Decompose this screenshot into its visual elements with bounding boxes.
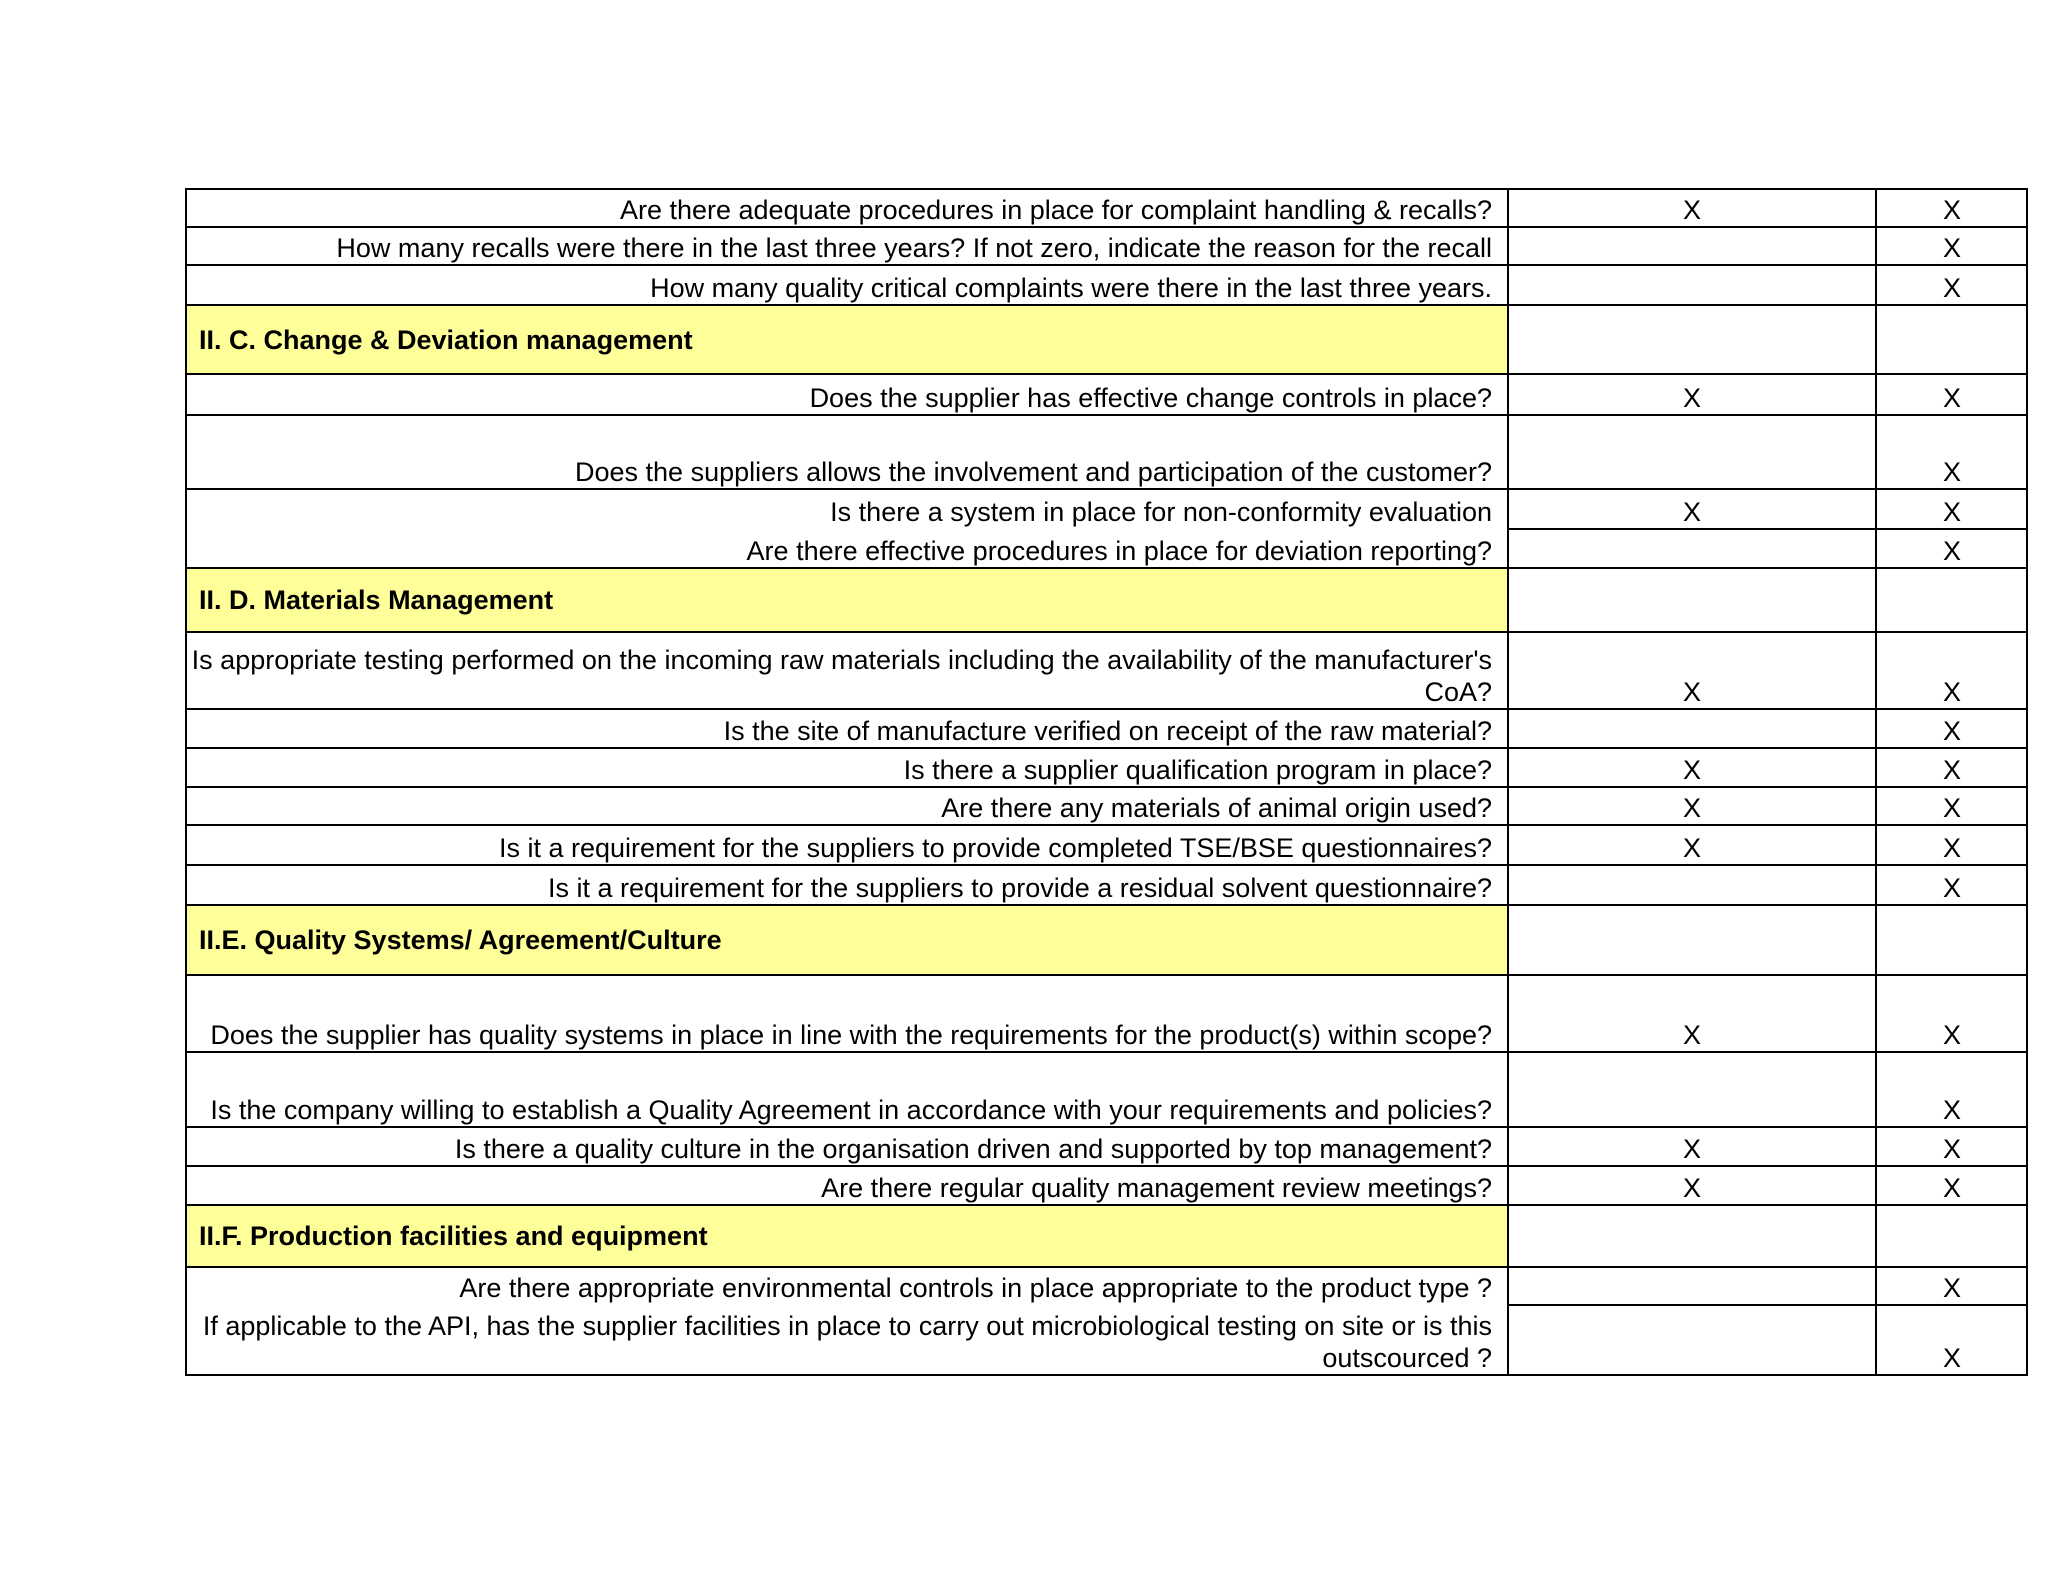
grid-line-horizontal bbox=[1508, 1165, 2028, 1167]
grid-line-horizontal bbox=[185, 488, 1508, 490]
table-row bbox=[185, 188, 2028, 227]
grid-line-horizontal bbox=[185, 1204, 1508, 1206]
grid-line-horizontal bbox=[185, 708, 1508, 710]
checklist-table bbox=[185, 188, 2028, 1375]
grid-line-horizontal bbox=[1508, 528, 2028, 530]
grid-line-horizontal bbox=[1508, 567, 2028, 569]
question-text: Is there a quality culture in the organisation driven and supported by top management? bbox=[454, 1134, 1492, 1164]
grid-line-horizontal bbox=[185, 824, 1508, 826]
section-heading: II.E. Quality Systems/ Agreement/Culture bbox=[185, 905, 1508, 975]
table-row bbox=[185, 529, 2028, 568]
question-text: Are there effective procedures in place for deviation reporting? bbox=[746, 536, 1492, 566]
grid-line-vertical bbox=[185, 188, 187, 1375]
table-row bbox=[185, 748, 2028, 787]
section-heading: II.F. Production facilities and equipment bbox=[185, 1205, 1508, 1267]
grid-line-horizontal bbox=[185, 786, 1508, 788]
mark-column-1 bbox=[1508, 529, 1876, 568]
question-text: Are there appropriate environmental controls in place appropriate to the product type ? bbox=[459, 1273, 1492, 1303]
mark-column-1 bbox=[1508, 1267, 1876, 1305]
mark-column-2: X bbox=[1942, 716, 1961, 746]
table-row bbox=[185, 227, 2028, 265]
grid-line-horizontal bbox=[185, 414, 1508, 416]
question-text: Does the supplier has quality systems in place in line with the requirements for the product(s) within scope? bbox=[210, 1020, 1492, 1050]
table-row bbox=[185, 374, 2028, 415]
grid-line-horizontal bbox=[185, 304, 1508, 306]
question-text: Is there a system in place for non-conformity evaluation bbox=[830, 497, 1492, 527]
question-text: Are there any materials of animal origin used? bbox=[941, 793, 1492, 823]
question-text: If applicable to the API, has the supplier facilities in place to carry out microbiological testing on site or is this outscourced ? bbox=[202, 1311, 1492, 1373]
grid-line-horizontal bbox=[1508, 488, 2028, 490]
table-row bbox=[185, 1267, 2028, 1305]
mark-column-1: X bbox=[1682, 793, 1701, 823]
grid-line-horizontal bbox=[1508, 1204, 2028, 1206]
grid-line-horizontal bbox=[1508, 1304, 2028, 1306]
mark-column-2: X bbox=[1942, 833, 1961, 863]
mark-column-1: X bbox=[1682, 755, 1701, 785]
table-row bbox=[185, 709, 2028, 748]
mark-column-1: X bbox=[1682, 1020, 1701, 1050]
mark-column-1 bbox=[1508, 709, 1876, 748]
question-text: Is appropriate testing performed on the incoming raw materials including the availability of the manufacturer's CoA? bbox=[191, 645, 1492, 707]
table-row bbox=[185, 489, 2028, 529]
table-row bbox=[185, 1305, 2028, 1375]
mark-column-2: X bbox=[1942, 1095, 1961, 1125]
grid-line-horizontal bbox=[185, 864, 1508, 866]
mark-column-1 bbox=[1508, 227, 1876, 265]
section-row bbox=[185, 905, 2028, 975]
mark-column-2 bbox=[1876, 1205, 2028, 1267]
mark-column-1: X bbox=[1682, 1173, 1701, 1203]
section-row bbox=[185, 568, 2028, 632]
question-text: Is the company willing to establish a Quality Agreement in accordance with your requirements and policies? bbox=[210, 1095, 1492, 1125]
question-text: How many recalls were there in the last three years? If not zero, indicate the reason for the recall bbox=[336, 233, 1492, 263]
mark-column-2: X bbox=[1942, 1173, 1961, 1203]
grid-line-horizontal bbox=[1508, 864, 2028, 866]
mark-column-1 bbox=[1508, 1305, 1876, 1375]
mark-column-1 bbox=[1508, 568, 1876, 632]
mark-column-1: X bbox=[1682, 833, 1701, 863]
grid-line-horizontal bbox=[185, 904, 1508, 906]
grid-line-horizontal bbox=[1508, 786, 2028, 788]
mark-column-1 bbox=[1508, 905, 1876, 975]
table-row bbox=[185, 1127, 2028, 1166]
grid-line-horizontal bbox=[185, 373, 1508, 375]
mark-column-1 bbox=[1508, 865, 1876, 905]
grid-line-horizontal bbox=[185, 567, 1508, 569]
grid-line-horizontal bbox=[1508, 264, 2028, 266]
mark-column-1 bbox=[1508, 1205, 1876, 1267]
grid-line-horizontal bbox=[185, 974, 1508, 976]
question-text: How many quality critical complaints were there in the last three years. bbox=[650, 273, 1492, 303]
mark-column-2: X bbox=[1942, 273, 1961, 303]
grid-line-horizontal bbox=[185, 1165, 1508, 1167]
grid-line-horizontal bbox=[1508, 226, 2028, 228]
mark-column-2: X bbox=[1942, 755, 1961, 785]
grid-line-vertical bbox=[1875, 188, 1877, 1375]
table-row bbox=[185, 632, 2028, 709]
mark-column-1 bbox=[1508, 415, 1876, 489]
mark-column-2: X bbox=[1942, 383, 1961, 413]
mark-column-2: X bbox=[1942, 497, 1961, 527]
mark-column-1: X bbox=[1682, 497, 1701, 527]
section-heading: II. D. Materials Management bbox=[185, 568, 1508, 632]
grid-line-horizontal bbox=[1508, 747, 2028, 749]
question-text: Is it a requirement for the suppliers to provide completed TSE/BSE questionnaires? bbox=[498, 833, 1492, 863]
mark-column-2 bbox=[1876, 905, 2028, 975]
mark-column-1 bbox=[1508, 1052, 1876, 1127]
grid-line-horizontal bbox=[1508, 373, 2028, 375]
mark-column-2: X bbox=[1942, 233, 1961, 263]
section-heading: II. C. Change & Deviation management bbox=[185, 305, 1508, 374]
grid-line-horizontal bbox=[1508, 1126, 2028, 1128]
mark-column-2: X bbox=[1942, 195, 1961, 225]
mark-column-2 bbox=[1876, 305, 2028, 374]
grid-line-vertical bbox=[1507, 188, 1509, 1375]
question-text: Are there adequate procedures in place for complaint handling & recalls? bbox=[619, 195, 1492, 225]
table-row bbox=[185, 415, 2028, 489]
grid-line-horizontal bbox=[1508, 708, 2028, 710]
mark-column-1: X bbox=[1682, 1134, 1701, 1164]
table-row bbox=[185, 265, 2028, 305]
table-row bbox=[185, 825, 2028, 865]
question-text: Does the suppliers allows the involvement and participation of the customer? bbox=[575, 457, 1492, 487]
mark-column-2: X bbox=[1942, 1134, 1961, 1164]
mark-column-2: X bbox=[1942, 536, 1961, 566]
mark-column-2: X bbox=[1942, 1273, 1961, 1303]
question-text: Is it a requirement for the suppliers to provide a residual solvent questionnaire? bbox=[547, 873, 1492, 903]
mark-column-1: X bbox=[1682, 195, 1701, 225]
table-row bbox=[185, 1166, 2028, 1205]
question-text: Are there regular quality management review meetings? bbox=[821, 1173, 1492, 1203]
section-row bbox=[185, 1205, 2028, 1267]
mark-column-2: X bbox=[1942, 677, 1961, 707]
grid-line-horizontal bbox=[1508, 1051, 2028, 1053]
grid-line-horizontal bbox=[1508, 414, 2028, 416]
grid-line-horizontal bbox=[185, 1051, 1508, 1053]
grid-line-horizontal bbox=[185, 264, 1508, 266]
grid-line-horizontal bbox=[1508, 631, 2028, 633]
mark-column-2: X bbox=[1942, 873, 1961, 903]
table-row bbox=[185, 975, 2028, 1052]
grid-line-horizontal bbox=[185, 1126, 1508, 1128]
section-row bbox=[185, 305, 2028, 374]
grid-line-horizontal bbox=[1508, 974, 2028, 976]
question-text: Is the site of manufacture verified on receipt of the raw material? bbox=[723, 716, 1492, 746]
mark-column-2: X bbox=[1942, 1343, 1961, 1373]
mark-column-1 bbox=[1508, 305, 1876, 374]
grid-line-horizontal bbox=[185, 1374, 2028, 1376]
grid-line-vertical bbox=[2026, 188, 2028, 1375]
table-row bbox=[185, 1052, 2028, 1127]
grid-line-horizontal bbox=[185, 747, 1508, 749]
mark-column-2: X bbox=[1942, 793, 1961, 823]
grid-line-horizontal bbox=[185, 1266, 1508, 1268]
grid-line-horizontal bbox=[1508, 904, 2028, 906]
question-text: Is there a supplier qualification program in place? bbox=[903, 755, 1492, 785]
grid-line-horizontal bbox=[185, 631, 1508, 633]
grid-line-horizontal bbox=[1508, 304, 2028, 306]
grid-line-horizontal bbox=[185, 226, 1508, 228]
grid-line-horizontal bbox=[185, 188, 2028, 190]
mark-column-2: X bbox=[1942, 1020, 1961, 1050]
grid-line-horizontal bbox=[1508, 824, 2028, 826]
table-row bbox=[185, 865, 2028, 905]
mark-column-1 bbox=[1508, 265, 1876, 305]
table-row bbox=[185, 787, 2028, 825]
mark-column-1: X bbox=[1682, 677, 1701, 707]
question-text: Does the supplier has effective change controls in place? bbox=[809, 383, 1492, 413]
mark-column-2: X bbox=[1942, 457, 1961, 487]
mark-column-1: X bbox=[1682, 383, 1701, 413]
grid-line-horizontal bbox=[1508, 1266, 2028, 1268]
mark-column-2 bbox=[1876, 568, 2028, 632]
